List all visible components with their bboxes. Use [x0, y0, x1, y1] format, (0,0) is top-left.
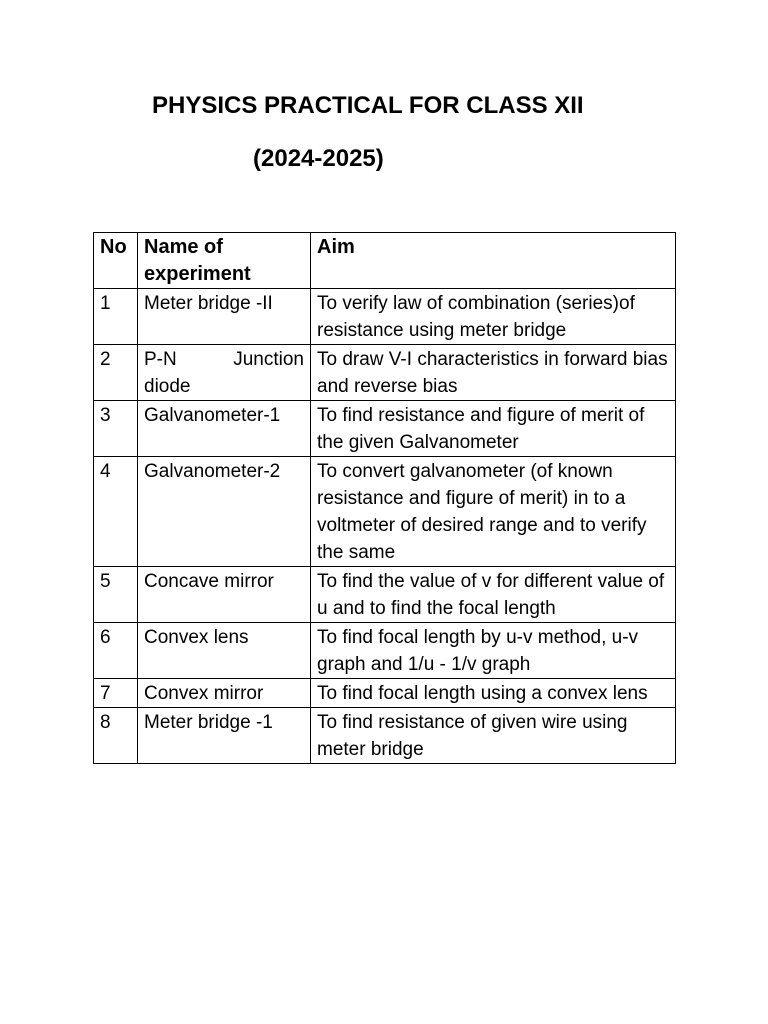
- table-row: [94, 289, 676, 345]
- cell-no: 8: [94, 708, 138, 764]
- cell-aim: To draw V-I characteristics in forward bias and reverse bias: [311, 345, 676, 401]
- cell-aim: To find the value of v for different value of u and to find the focal length: [311, 567, 676, 623]
- cell-aim: To convert galvanometer (of known resistance and figure of merit) in to a voltmeter of desired range and to verify the same: [311, 457, 676, 567]
- cell-name: Concave mirror: [138, 567, 311, 623]
- cell-no: 2: [94, 345, 138, 401]
- cell-name: Galvanometer-2: [138, 457, 311, 567]
- column-header-name: Name of experiment: [138, 233, 311, 289]
- column-header-no: No: [94, 233, 138, 289]
- cell-aim: To verify law of combination (series)of resistance using meter bridge: [311, 289, 676, 345]
- table-row: [94, 679, 676, 708]
- cell-aim: To find focal length by u-v method, u-v graph and 1/u - 1/v graph: [311, 623, 676, 679]
- cell-name: Meter bridge -1: [138, 708, 311, 764]
- table-header: [94, 233, 676, 289]
- cell-no: 4: [94, 457, 138, 567]
- page-title: PHYSICS PRACTICAL FOR CLASS XII: [152, 92, 584, 119]
- cell-name: Convex mirror: [138, 679, 311, 708]
- cell-no: 5: [94, 567, 138, 623]
- table-body: [94, 289, 676, 764]
- cell-name: Meter bridge -II: [138, 289, 311, 345]
- cell-aim: To find resistance of given wire using meter bridge: [311, 708, 676, 764]
- cell-name: Galvanometer-1: [138, 401, 311, 457]
- table-row: [94, 623, 676, 679]
- cell-name: P-N Junction diode: [138, 345, 311, 401]
- column-header-aim: Aim: [311, 233, 676, 289]
- table-row: [94, 457, 676, 567]
- cell-aim: To find resistance and figure of merit of the given Galvanometer: [311, 401, 676, 457]
- cell-no: 3: [94, 401, 138, 457]
- practicals-table: [93, 232, 676, 764]
- cell-name: Convex lens: [138, 623, 311, 679]
- academic-year: (2024-2025): [253, 145, 384, 172]
- cell-no: 6: [94, 623, 138, 679]
- cell-aim: To find focal length using a convex lens: [311, 679, 676, 708]
- table-row: [94, 345, 676, 401]
- table-row: [94, 401, 676, 457]
- cell-no: 7: [94, 679, 138, 708]
- header-row: [94, 233, 676, 289]
- table-row: [94, 708, 676, 764]
- table-row: [94, 567, 676, 623]
- cell-no: 1: [94, 289, 138, 345]
